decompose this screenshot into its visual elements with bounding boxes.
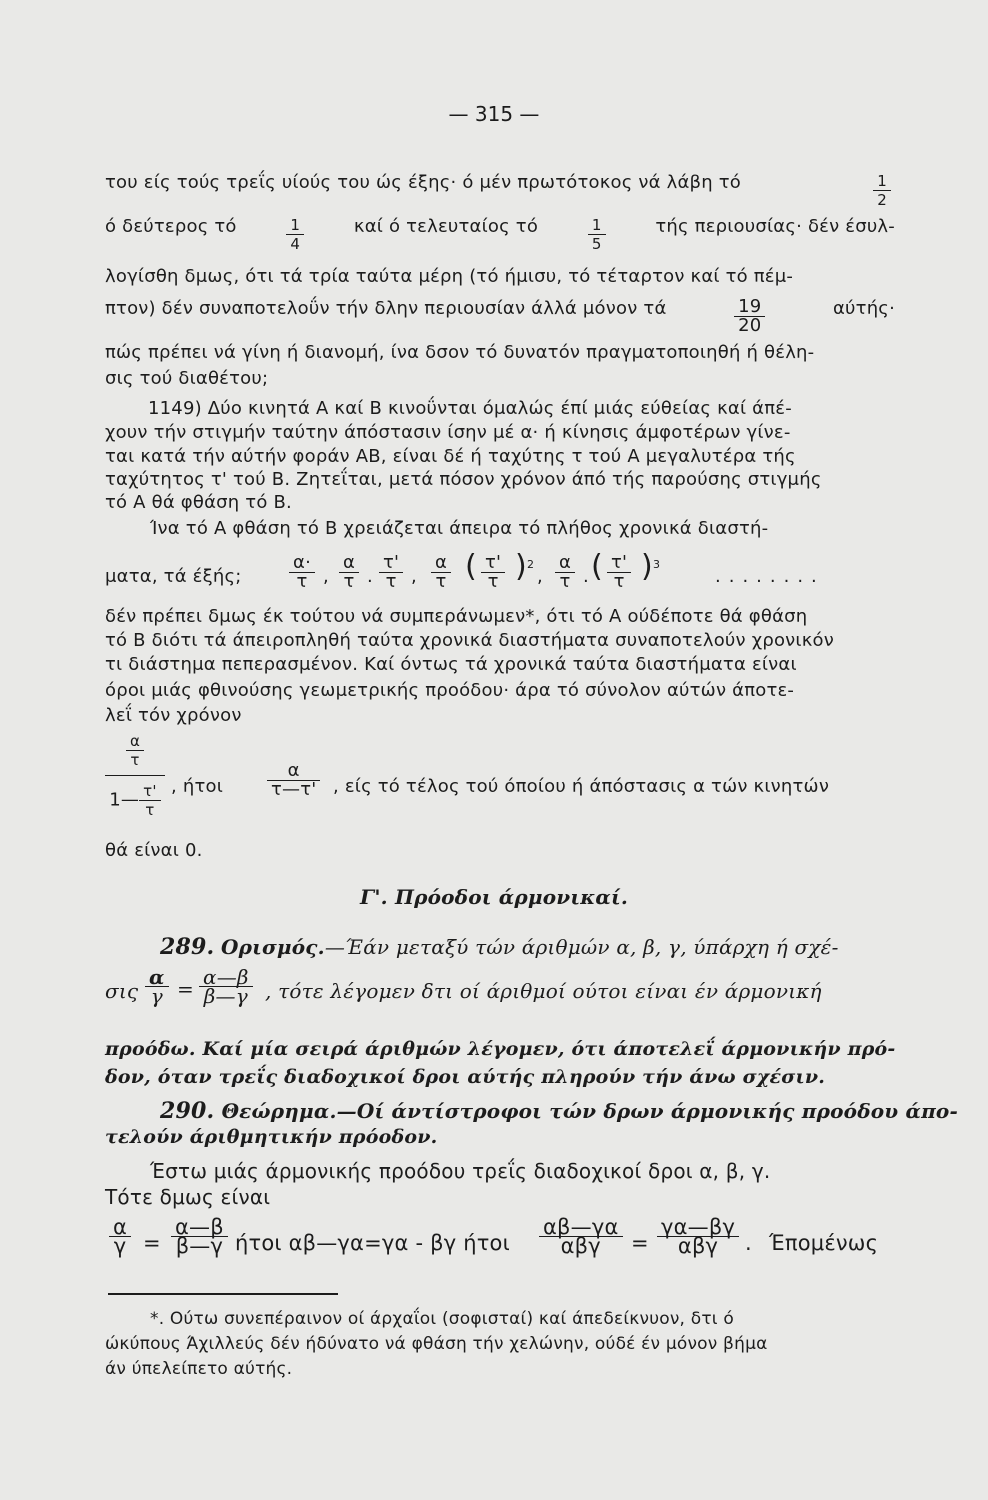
text-line: ταχύτητος τ' τού Β. Ζητεΐται, μετά πόσον χρόνον άπό τής παρούσης στιγμής	[105, 469, 822, 490]
fraction: $\frac{\alpha\cdot}{\tau}$	[289, 554, 315, 591]
text-line: Τότε δμως είναι	[105, 1185, 271, 1209]
text-line: τι διάστημα πεπερασμένον. Καί όντως τά χρονικά ταύτα διαστήματα είναι	[105, 654, 797, 675]
text-line: θά είναι 0.	[105, 840, 203, 861]
equation-line: $\frac{\alpha}{\gamma}$ = $\frac{\alpha—\beta}{\beta—\gamma}$ ήτοι αβ—γα=γα - βγ ήτοι αβ—γα αβγ = γα—βγ αβγ . Έπομένως	[105, 1216, 895, 1276]
text-line: Έστω μιάς άρμονικής προόδου τρεΐς διαδοχικοί δροι α, β, γ.	[150, 1159, 771, 1183]
fraction: $\frac{19}{20}$	[734, 298, 765, 335]
fraction: γα—βγ αβγ	[657, 1218, 739, 1255]
footnote-line: άν ύπελείπετο αύτής.	[105, 1359, 293, 1379]
text-line: σις τού διαθέτου;	[105, 368, 269, 389]
text-line: τό Β διότι τά άπειροπληθή ταύτα χρονικά διαστήματα συναποτελούν χρονικόν	[105, 630, 834, 651]
fraction: $\frac{\alpha}{\tau—\tau'}$	[267, 762, 320, 799]
text-line: του είς τούς τρεΐς υίούς του ώς έξης· ό μέν πρωτότοκος νά λάβη τό $\frac{1}{2}$	[105, 172, 895, 209]
fraction: $\frac{\tau'}{\tau}$	[607, 554, 631, 591]
section-title: Γ'. Πρόοδοι άρμονικαί.	[359, 885, 629, 909]
footnote-line: ώκύπους Άχιλλεύς δέν ήδύνατο νά φθάση τήν χελώνην, ούδέ έν μόνον βήμα	[105, 1334, 768, 1354]
text-line: πώς πρέπει νά γίνη ή διανομή, ίνα δσον τό δυνατόν πραγματοποιηθή ή θέλη-	[105, 342, 815, 363]
text-line: λογίσθη δμως, ότι τά τρία ταύτα μέρη (τό ήμισυ, τό τέταρτον καί τό πέμ-	[105, 266, 794, 287]
text-line: ό δεύτερος τό $\frac{1}{4}$ καί ό τελευταίος τό $\frac{1}{5}$ τής περιουσίας· δέν έσυλ-	[105, 216, 895, 253]
text-line: όροι μιάς φθινούσης γεωμετρικής προόδου· άρα τό σύνολον αύτών άποτε-	[105, 680, 795, 701]
fraction: $\frac{\tau'}{\tau}$	[481, 554, 505, 591]
text-line: Ίνα τό Α φθάση τό Β χρειάζεται άπειρα τό πλήθος χρονικά διαστή-	[150, 518, 769, 539]
fraction: αβ—γα αβγ	[539, 1218, 623, 1255]
text-line: δέν πρέπει δμως έκ τούτου νά συμπεράνωμεν*, ότι τό Α ούδέποτε θά φθάση	[105, 606, 808, 627]
definition-heading-line: 289. Ορισμός.—Έάν μεταξύ τών άριθμών α, β, γ, ύπάρχη ή σχέ-	[160, 934, 839, 960]
compound-fraction-line: $\frac{\alpha}{\tau}$ 1— $\frac{\tau'}{\tau}$ , ήτοι $\frac{\alpha}{\tau—\tau'}$ , είς τό τέλος τού όποίου ή άπόστασις α τών κινητών	[105, 732, 895, 837]
fraction: $\frac{\alpha—\beta}{\beta—\gamma}$	[199, 968, 253, 1005]
text-line: ματα, τά έξής; $\frac{\alpha\cdot}{\tau}$ , $\frac{\alpha}{\tau}$ . $\frac{\tau'}{\tau}$ , $\frac{\alpha}{\tau}$ ( $\frac{\tau'}{\tau}$ ) 2 , $\frac{\alpha}{\tau}$ . ( $\frac{\tau'}{\tau}$ ) 3 ........	[105, 549, 825, 592]
text-line: πτον) δέν συναποτελοΰν τήν δλην περιουσίαν άλλά μόνον τά $\frac{19}{20}$ αύτής·	[105, 296, 895, 336]
text-line: 1149) Δύο κινητά Α καί Β κινοΰνται όμαλώς έπί μιάς εύθείας καί άπέ-	[148, 398, 792, 419]
fraction: $\frac{\tau'}{\tau}$	[139, 782, 161, 819]
page-number: — 315 —	[448, 102, 540, 126]
fraction: $\frac{1}{2}$	[873, 172, 891, 209]
footnote-line: *. Ούτω συνεπέραινον οί άρχαΐοι (σοφισταί) καί άπεδείκνυον, δτι ό	[150, 1309, 734, 1329]
fraction: $\frac{1}{5}$	[588, 216, 606, 253]
fraction: $\frac{\alpha}{\tau}$	[126, 732, 144, 769]
text-line: λεΐ τόν χρόνον	[105, 705, 242, 726]
fraction: $\frac{\alpha}{\gamma}$	[109, 1218, 131, 1255]
fraction: $\frac{\alpha}{\tau}$	[555, 554, 575, 591]
text-line: δον, όταν τρεΐς διαδοχικοί δροι αύτής πληρούν τήν άνω σχέσιν.	[105, 1066, 826, 1088]
fraction: $\frac{\alpha}{\tau}$	[431, 554, 451, 591]
theorem-heading-line: 290. Θεώρημα.—Οί άντίστροφοι τών δρων άρμονικής προόδου άπο-	[160, 1098, 958, 1124]
footnote-divider	[108, 1293, 338, 1295]
fraction: $\frac{\alpha—\beta}{\beta—\gamma}$	[171, 1218, 228, 1255]
fraction: $\frac{\alpha}{\gamma}$	[145, 968, 169, 1005]
compound-fraction: $\frac{\alpha}{\tau}$ 1— $\frac{\tau'}{\tau}$	[105, 732, 165, 819]
fraction: $\frac{\tau'}{\tau}$	[379, 554, 403, 591]
text-line: χουν τήν στιγμήν ταύτην άπόστασιν ίσην μέ α· ή κίνησις άμφοτέρων γίνε-	[105, 422, 791, 443]
fraction: $\frac{\alpha}{\tau}$	[339, 554, 359, 591]
fraction: $\frac{1}{4}$	[286, 216, 304, 253]
definition-formula-line: σις $\frac{\alpha}{\gamma}$ = $\frac{\alpha—\beta}{\beta—\gamma}$ , τότε λέγομεν δτι οί άριθμοί ούτοι είναι έν άρμονική	[105, 965, 822, 1008]
text-line: τελούν άριθμητικήν πρόοδον.	[105, 1126, 438, 1148]
text-line: ται κατά τήν αύτήν φοράν ΑΒ, είναι δέ ή ταχύτης τ τού Α μεγαλυτέρα τής	[105, 446, 796, 467]
text-line: τό Α θά φθάση τό Β.	[105, 492, 292, 513]
text-line: προόδω. Καί μία σειρά άριθμών λέγομεν, ότι άποτελεΐ άρμονικήν πρό-	[105, 1038, 896, 1060]
